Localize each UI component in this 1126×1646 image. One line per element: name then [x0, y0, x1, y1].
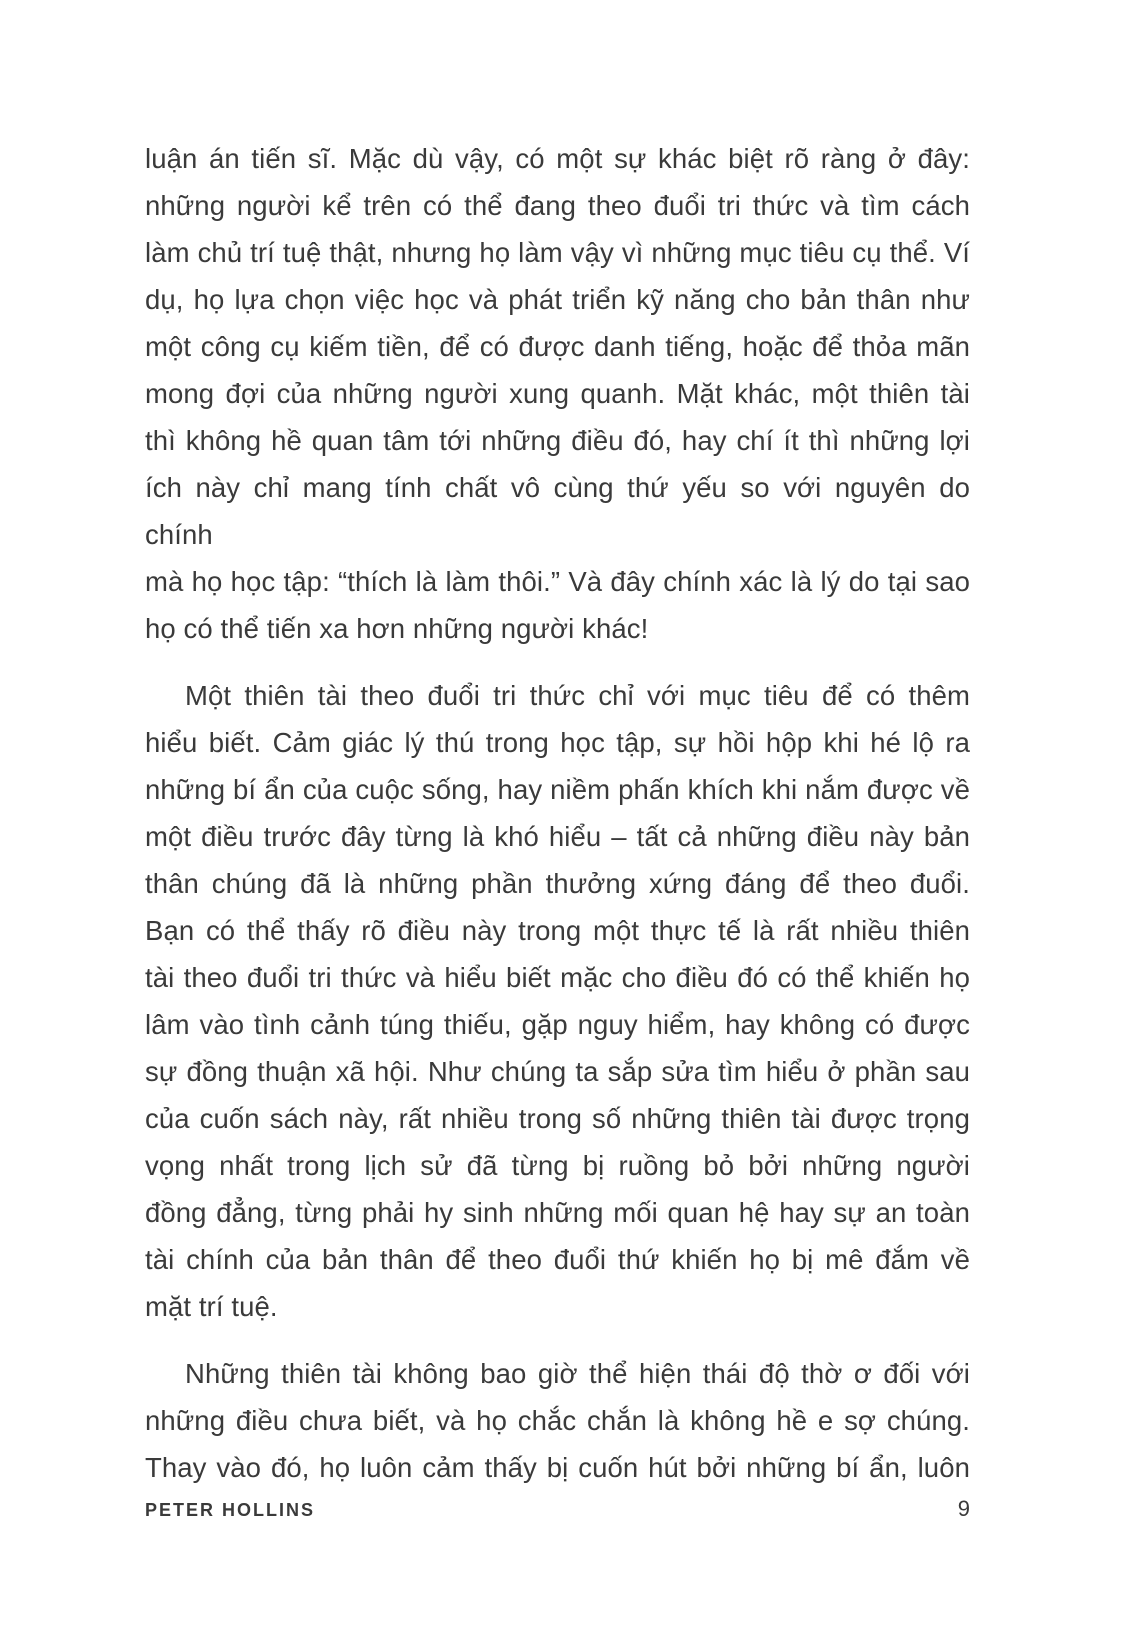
text-line: thì không hề quan tâm tới những điều đó, hay chí ít thì những lợi: [145, 425, 970, 456]
text-line: của cuốn sách này, rất nhiều trong số những thiên tài được trọng: [145, 1103, 970, 1134]
footer-author: PETER HOLLINS: [145, 1500, 316, 1520]
text-line: sự đồng thuận xã hội. Như chúng ta sắp sửa tìm hiểu ở phần sau: [145, 1056, 970, 1087]
text-line: dụ, họ lựa chọn việc học và phát triển kỹ năng cho bản thân như: [145, 284, 970, 315]
paragraph: [145, 672, 970, 1330]
page-footer: [145, 1496, 970, 1522]
text-line: Bạn có thể thấy rõ điều này trong một thực tế là rất nhiều thiên: [145, 915, 970, 946]
text-line: một điều trước đây từng là khó hiểu – tất cả những điều này bản: [145, 821, 970, 852]
text-line: thân chúng đã là những phần thưởng xứng đáng để theo đuổi.: [145, 868, 970, 899]
paragraph: [145, 1350, 970, 1491]
paragraph: [145, 135, 970, 652]
text-line: tài theo đuổi tri thức và hiểu biết mặc cho điều đó có thể khiến họ: [145, 962, 970, 993]
text-line: làm chủ trí tuệ thật, nhưng họ làm vậy vì những mục tiêu cụ thể. Ví: [145, 237, 970, 268]
text-line: Thay vào đó, họ luôn cảm thấy bị cuốn hút bởi những bí ẩn, luôn: [145, 1452, 970, 1483]
text-line: hiểu biết. Cảm giác lý thú trong học tập, sự hồi hộp khi hé lộ ra: [145, 727, 970, 758]
text-block: [145, 135, 970, 1491]
text-line: lâm vào tình cảnh túng thiếu, gặp nguy hiểm, hay không có được: [145, 1009, 970, 1040]
text-line: những điều chưa biết, và họ chắc chắn là không hề e sợ chúng.: [145, 1405, 970, 1436]
text-line: mong đợi của những người xung quanh. Mặt khác, một thiên tài: [145, 378, 970, 409]
text-line: luận án tiến sĩ. Mặc dù vậy, có một sự khác biệt rõ ràng ở đây:: [145, 143, 970, 174]
text-line: những người kể trên có thể đang theo đuổi tri thức và tìm cách: [145, 190, 970, 221]
text-line: đồng đẳng, từng phải hy sinh những mối quan hệ hay sự an toàn: [145, 1197, 970, 1228]
text-line: tài chính của bản thân để theo đuổi thứ khiến họ bị mê đắm về: [145, 1244, 970, 1275]
text-line: mặt trí tuệ.: [145, 1291, 278, 1322]
text-line: Những thiên tài không bao giờ thể hiện thái độ thờ ơ đối với: [185, 1358, 970, 1389]
text-line: những bí ẩn của cuộc sống, hay niềm phấn khích khi nắm được về: [145, 774, 970, 805]
footer-page-number: 9: [957, 1496, 970, 1521]
text-line: vọng nhất trong lịch sử đã từng bị ruồng bỏ bởi những người: [145, 1150, 970, 1181]
text-line: một công cụ kiếm tiền, để có được danh tiếng, hoặc để thỏa mãn: [145, 331, 970, 362]
text-line: ích này chỉ mang tính chất vô cùng thứ yếu so với nguyên do chính: [145, 472, 970, 550]
text-line: Một thiên tài theo đuổi tri thức chỉ với mục tiêu để có thêm: [185, 680, 970, 711]
text-line: họ có thể tiến xa hơn những người khác!: [145, 613, 649, 644]
text-line: mà họ học tập: “thích là làm thôi.” Và đây chính xác là lý do tại sao: [145, 566, 970, 597]
